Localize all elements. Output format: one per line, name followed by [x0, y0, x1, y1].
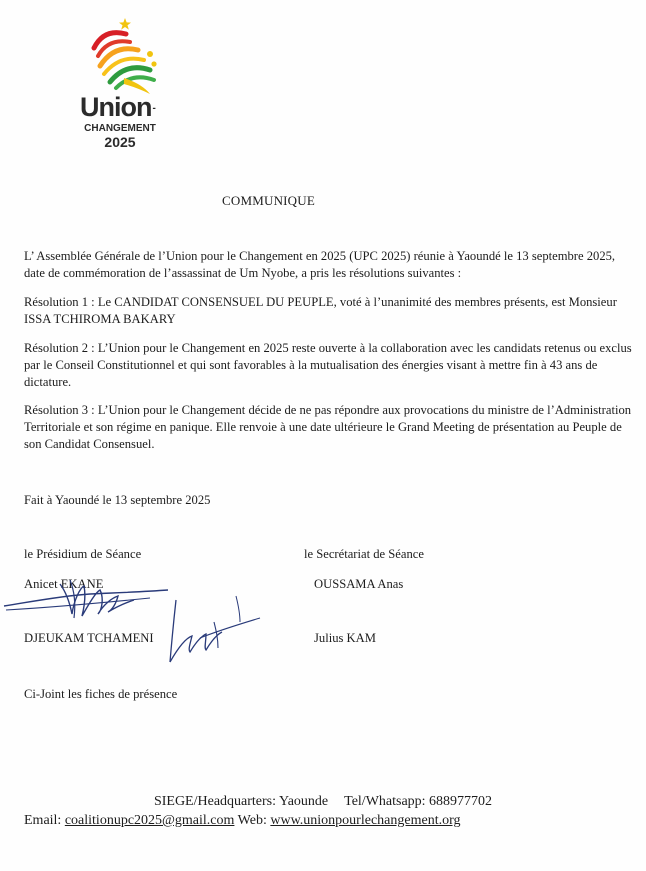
intro-paragraph: L’ Assemblée Générale de l’Union pour le Changement en 2025 (UPC 2025) réunie à Yaoundé le 13 septembre 2025, date de commémoration de l’assassinat de Um Nyobe, a pris les résolutions suivantes : — [24, 249, 616, 280]
signature-djeukam-icon — [160, 592, 270, 672]
footer-web-label: Web: — [237, 813, 267, 828]
logo-union-text: Union- — [80, 92, 155, 122]
logo-emblem-icon — [80, 14, 160, 100]
secretariat-name-2: Julius KAM — [314, 631, 376, 645]
attachment-line: Ci-Joint les fiches de présence — [24, 687, 178, 701]
secretariat-label: le Secrétariat de Séance — [304, 547, 424, 561]
union-changement-logo — [74, 14, 184, 150]
footer-email-label: Email: — [24, 813, 62, 828]
presidium-label: le Présidium de Séance — [24, 547, 142, 561]
logo-changement-text: CHANGEMENT — [84, 123, 156, 134]
footer-email-link[interactable]: coalitionupc2025@gmail.com — [64, 813, 235, 828]
secretariat-name-1: OUSSAMA Anas — [314, 577, 404, 591]
presidium-name-2: DJEUKAM TCHAMENI — [24, 631, 154, 645]
resolution-3-paragraph: Résolution 3 : L’Union pour le Changement décide de ne pas répondre aux provocations du ministre de l’Administration Territoriale et son régime en panique. Elle renvoie à une date ultérieure le Grand Meeting de présentation au Peuple de son Candidat Consensuel. — [24, 403, 632, 451]
footer-address-line — [0, 794, 646, 810]
footer-tel: Tel/Whatsapp: 688977702 — [344, 794, 493, 809]
place-date-line: Fait à Yaoundé le 13 septembre 2025 — [24, 493, 211, 507]
footer-siege: SIEGE/Headquarters: Yaounde — [153, 794, 329, 809]
document-title: COMMUNIQUE — [222, 193, 315, 208]
resolution-1-paragraph: Résolution 1 : Le CANDIDAT CONSENSUEL DU PEUPLE, voté à l’unanimité des membres présents, est Monsieur ISSA TCHIROMA BAKARY — [24, 295, 617, 326]
presidium-name-1: Anicet EKANE — [24, 577, 104, 591]
logo-year-text: 2025 — [104, 134, 136, 150]
resolution-2-paragraph: Résolution 2 : L’Union pour le Changement en 2025 reste ouverte à la collaboration avec les candidats retenus ou exclus par le Conseil Constitutionnel et qui sont favorables à la mutualisation des énergies visant à mettre fin à 43 ans de dictature. — [24, 341, 632, 389]
footer-contact-line — [24, 813, 461, 829]
footer-web-link[interactable]: www.unionpourlechangement.org — [270, 813, 461, 828]
